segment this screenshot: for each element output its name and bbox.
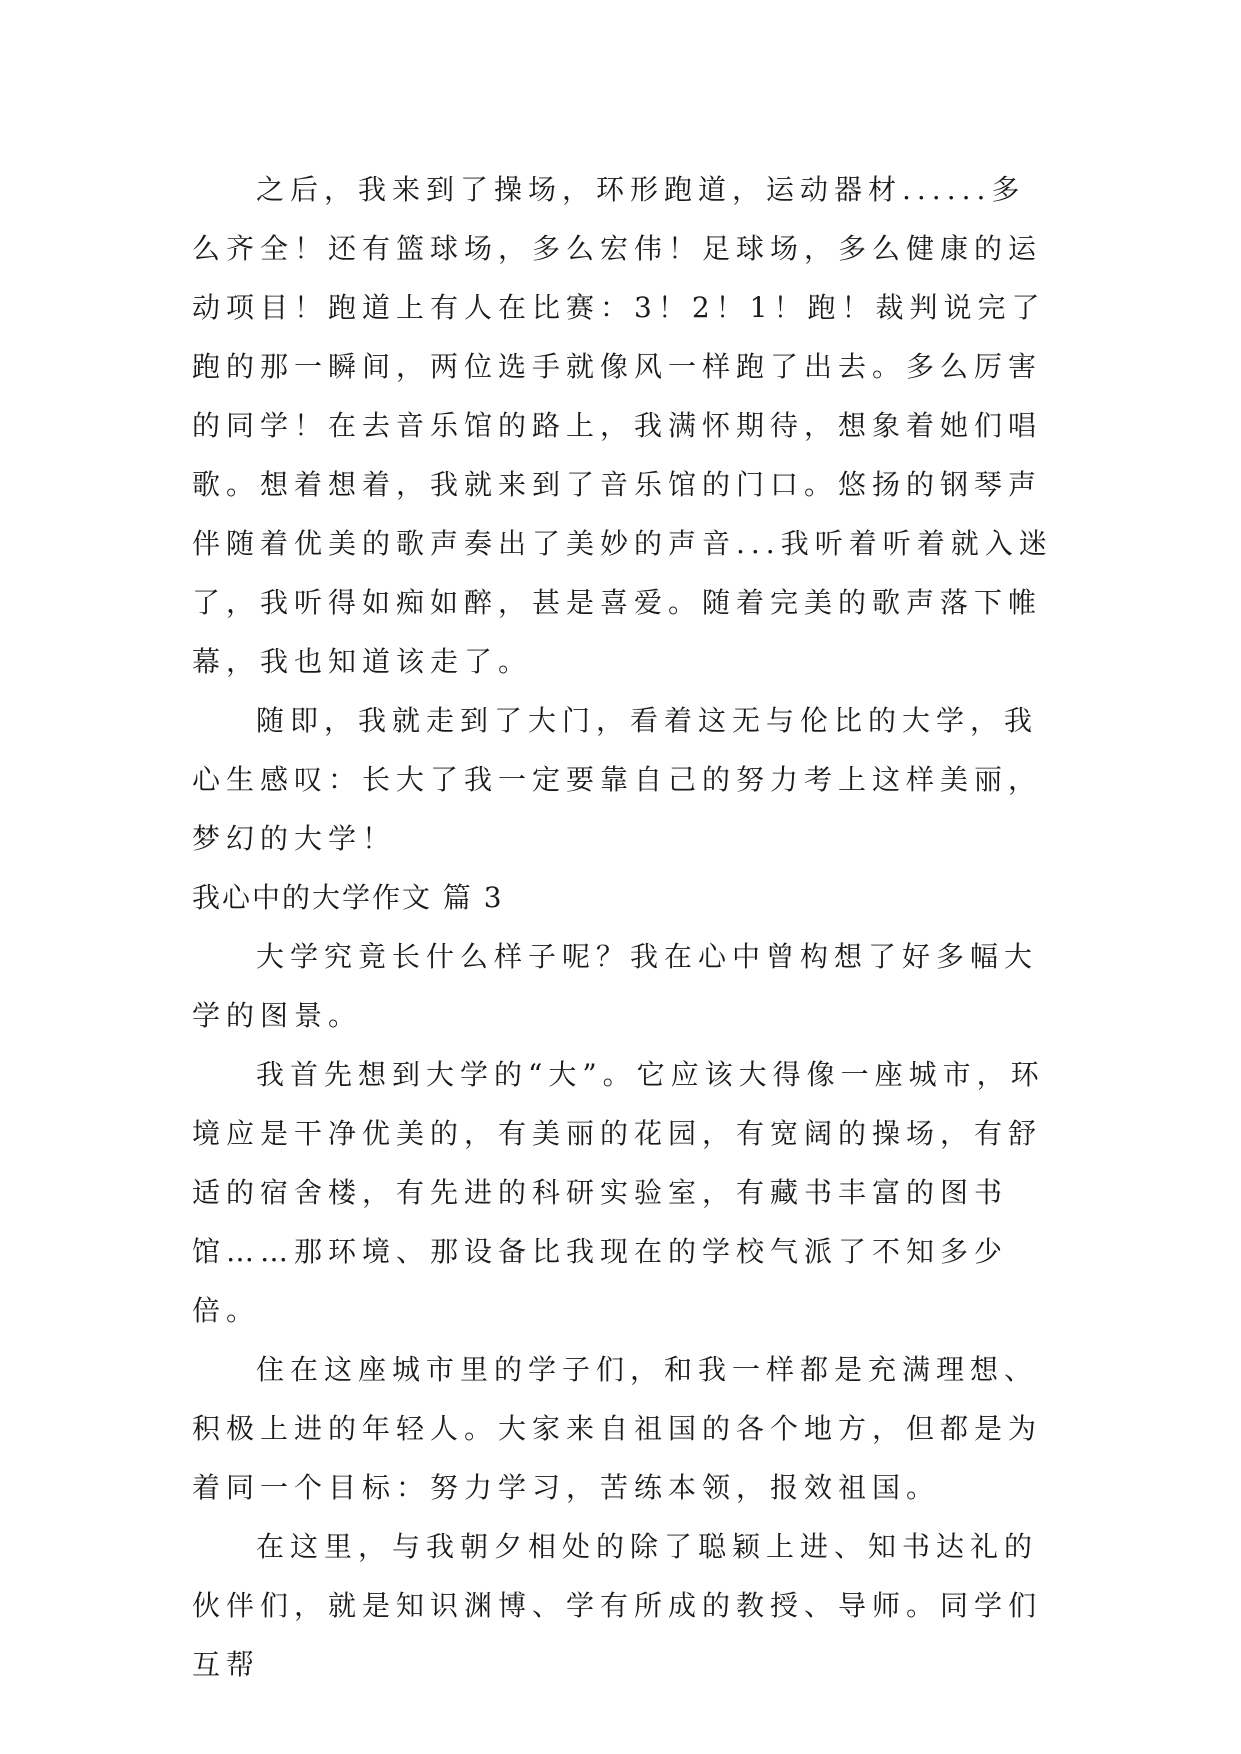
paragraph-big: 我首先想到大学的“大”。它应该大得像一座城市，环境应是干净优美的，有美丽的花园，有宽阔的操场，有舒适的宿舍楼，有先进的科研实验室，有藏书丰富的图书馆……那环境、那设备比我现在的学校气派了不知多少倍。: [192, 1058, 1045, 1327]
paragraph-playground: 之后，我来到了操场，环形跑道，运动器材......多么齐全！还有篮球场，多么宏伟！足球场，多么健康的运动项目！跑道上有人在比赛：3！2！1！跑！裁判说完了跑的那一瞬间，两位选手就像风一样跑了出去。多么厉害的同学！在去音乐馆的路上，我满怀期待，想象着她们唱歌。想着想着，我就来到了音乐馆的门口。悠扬的钢琴声伴随着优美的歌声奏出了美妙的声音...我听着听着就入迷了，我听得如痴如醉，甚是喜爱。随着完美的歌声落下帷幕，我也知道该走了。: [192, 173, 1053, 678]
paragraph-students: 住在这座城市里的学子们，和我一样都是充满理想、积极上进的年轻人。大家来自祖国的各个地方，但都是为着同一个目标：努力学习，苦练本领，报效祖国。: [192, 1353, 1043, 1504]
document-body: [192, 160, 1058, 1694]
section-title: 我心中的大学作文 篇 3: [192, 881, 504, 914]
paragraph-question: 大学究竟长什么样子呢？我在心中曾构想了好多幅大学的图景。: [192, 940, 1039, 1032]
paragraph-companions: 在这里，与我朝夕相处的除了聪颖上进、知书达礼的伙伴们，就是知识渊博、学有所成的教授、导师。同学们互帮: [192, 1530, 1043, 1681]
paragraph-gate: 随即，我就走到了大门，看着这无与伦比的大学，我心生感叹：长大了我一定要靠自己的努力考上这样美丽，梦幻的大学！: [192, 704, 1043, 855]
